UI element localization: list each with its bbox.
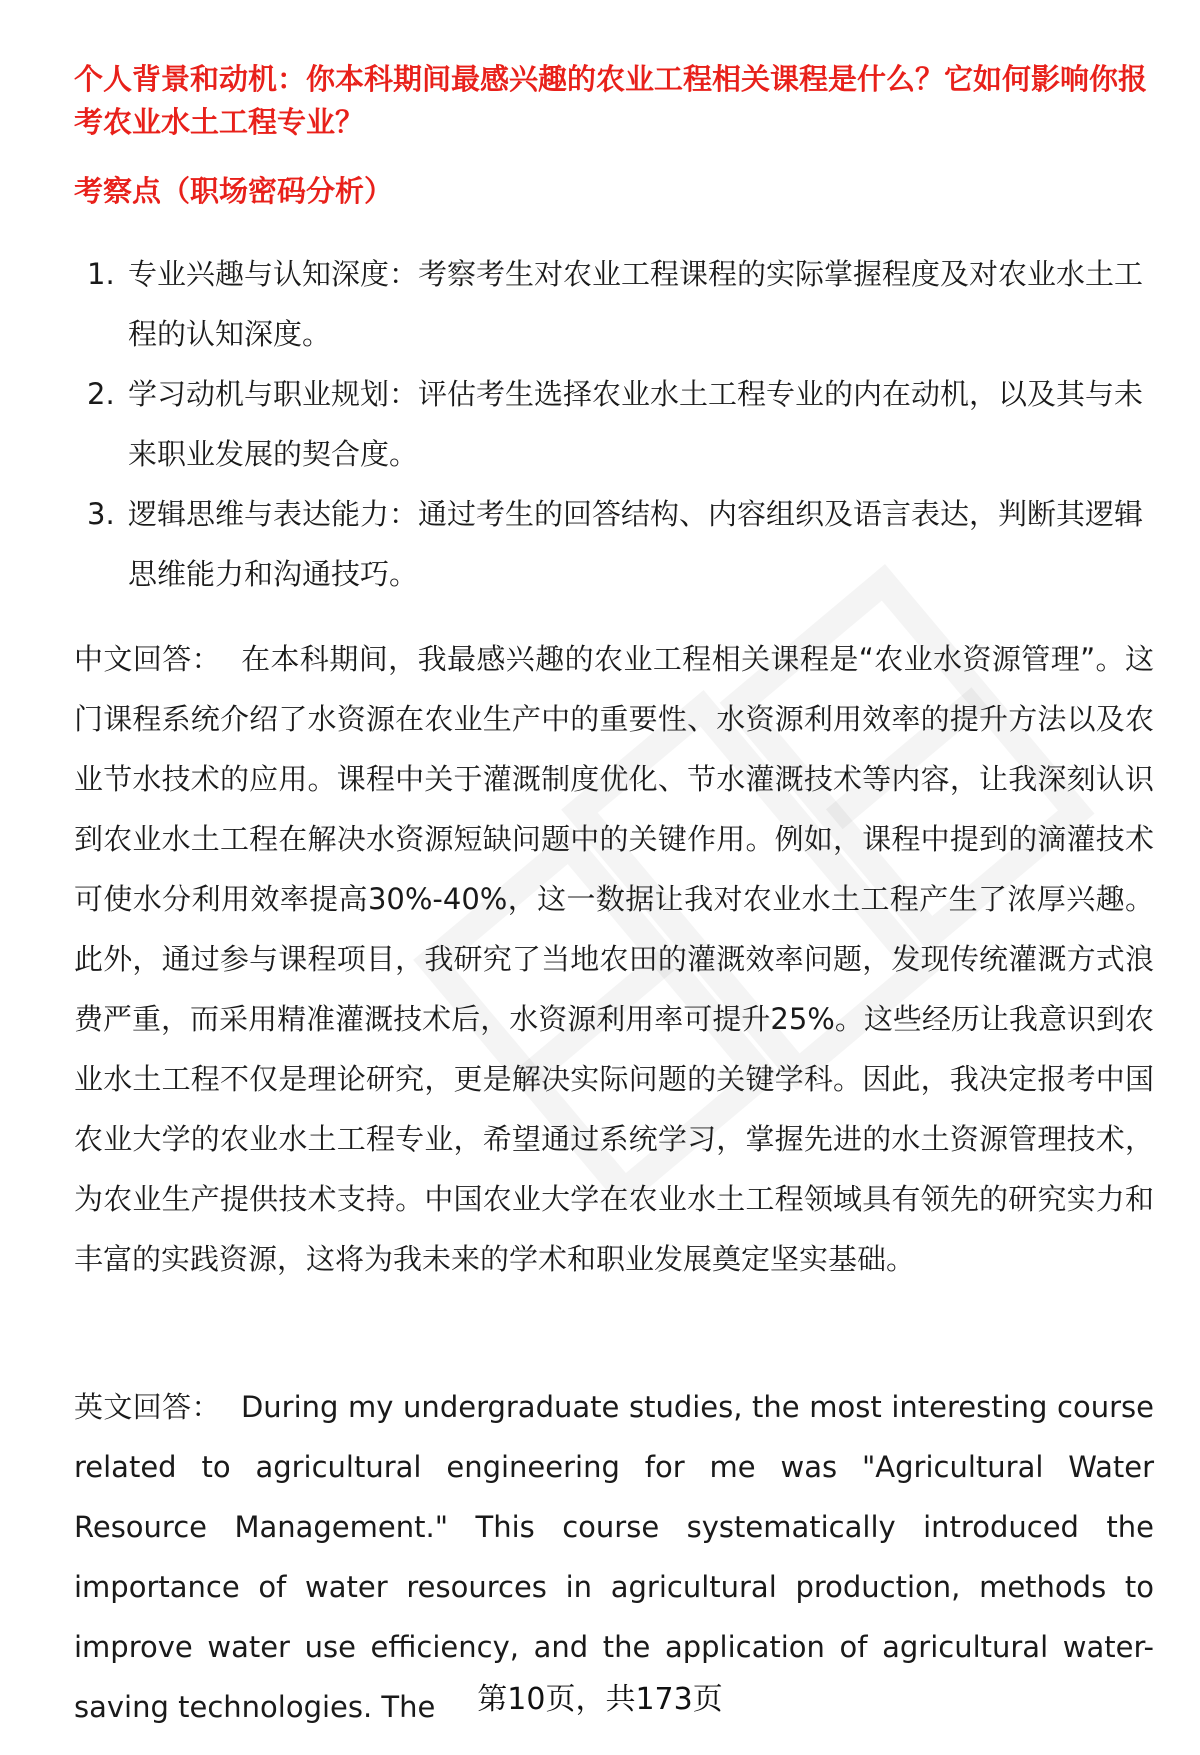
english-answer-text: During my undergraduate studies, the most interesting course related to agricultural engineering for me was "Agricultural Water Resource Management." This course systematically introduced the importance of water resources in agricultural production, methods to improve water use efficiency, and the application of agricultural water-saving technologies. The bbox=[74, 1390, 1154, 1724]
point-number: 1. bbox=[87, 257, 115, 291]
page-indicator: 第10页，共173页 bbox=[477, 1682, 723, 1717]
question-title: 个人背景和动机：你本科期间最感兴趣的农业工程相关课程是什么？它如何影响你报考农业水土工程专业？ bbox=[74, 62, 1148, 139]
assessment-heading: 考察点（职场密码分析） bbox=[74, 174, 394, 208]
point-number: 3. bbox=[87, 497, 115, 531]
chinese-answer-text: 在本科期间，我最感兴趣的农业工程相关课程是“农业水资源管理”。这门课程系统介绍了水资源在农业生产中的重要性、水资源利用效率的提升方法以及农业节水技术的应用。课程中关于灌溉制度优化、节水灌溉技术等内容，让我深刻认识到农业水土工程在解决水资源短缺问题中的关键作用。例如，课程中提到的滴灌技术可使水分利用效率提高30%-40%，这一数据让我对农业水土工程产生了浓厚兴趣。此外，通过参与课程项目，我研究了当地农田的灌溉效率问题，发现传统灌溉方式浪费严重，而采用精准灌溉技术后，水资源利用率可提升25%。这些经历让我意识到农业水土工程不仅是理论研究，更是解决实际问题的关键学科。因此，我决定报考中国农业大学的农业水土工程专业，希望通过系统学习，掌握先进的水土资源管理技术，为农业生产提供技术支持。中国农业大学在农业水土工程领域具有领先的研究实力和丰富的实践资源，这将为我未来的学术和职业发展奠定坚实基础。 bbox=[74, 642, 1154, 1276]
assessment-points-list bbox=[74, 244, 1154, 604]
english-answer-label: 英文回答： bbox=[74, 1390, 221, 1424]
chinese-answer-paragraph bbox=[74, 629, 1154, 1289]
assessment-point bbox=[74, 364, 1154, 484]
assessment-point bbox=[74, 484, 1154, 604]
point-number: 2. bbox=[87, 377, 115, 411]
point-text: 专业兴趣与认知深度：考察考生对农业工程课程的实际掌握程度及对农业水土工程的认知深度。 bbox=[128, 257, 1144, 351]
assessment-point bbox=[74, 244, 1154, 364]
point-text: 学习动机与职业规划：评估考生选择农业水土工程专业的内在动机，以及其与未来职业发展的契合度。 bbox=[128, 377, 1144, 471]
chinese-answer-label: 中文回答： bbox=[74, 642, 222, 676]
point-text: 逻辑思维与表达能力：通过考生的回答结构、内容组织及语言表达，判断其逻辑思维能力和沟通技巧。 bbox=[128, 497, 1144, 591]
